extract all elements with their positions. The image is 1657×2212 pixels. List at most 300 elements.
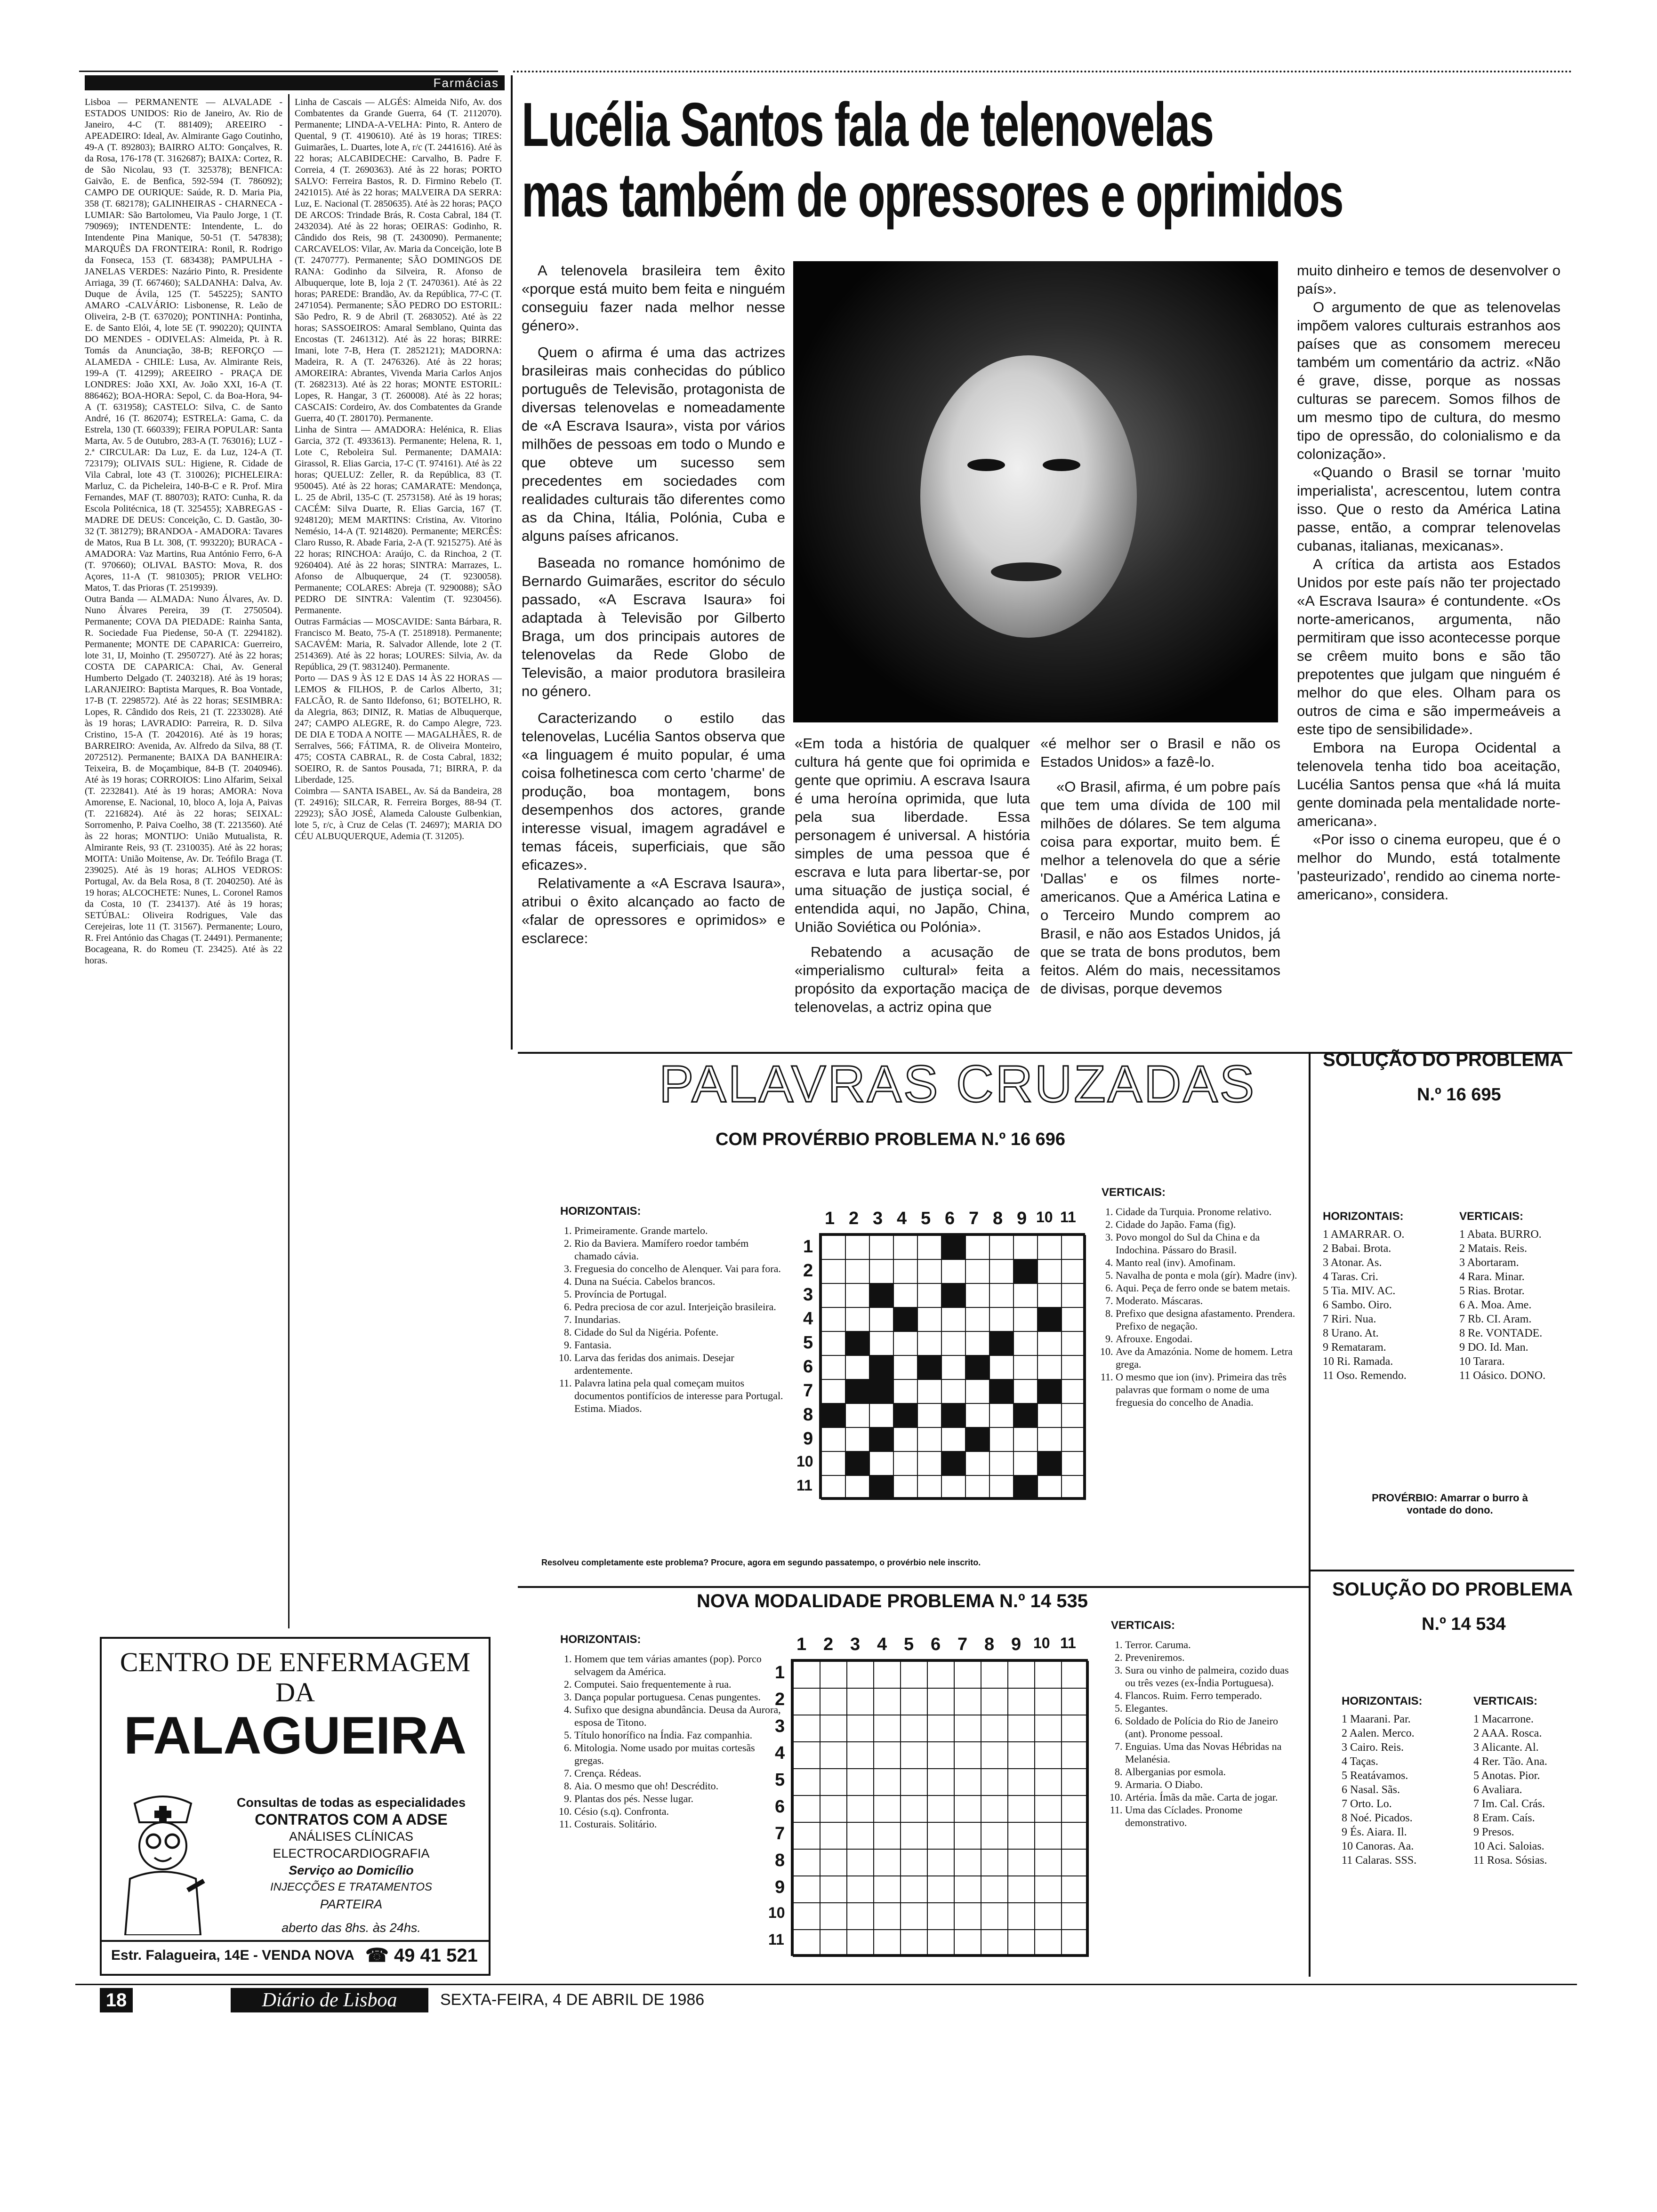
grid-cell[interactable]: [927, 1741, 955, 1769]
grid-cell[interactable]: [1061, 1259, 1086, 1284]
grid-col-number: 8: [984, 1635, 995, 1654]
clue2-h6: 6. Mitologia. Nome usado por muitas cortesãs gregas.: [574, 1741, 786, 1767]
grid-cell[interactable]: [1061, 1741, 1089, 1769]
grid-cell[interactable]: [1034, 1715, 1062, 1742]
grid-cell[interactable]: [846, 1768, 874, 1796]
crossword-grid: [791, 1659, 1088, 1956]
grid-cell[interactable]: [1007, 1661, 1035, 1689]
grid-cell[interactable]: [846, 1795, 874, 1823]
grid-cell[interactable]: [1061, 1475, 1086, 1500]
grid-cell[interactable]: [1013, 1307, 1038, 1332]
grid-cell[interactable]: [873, 1741, 901, 1769]
grid-col-number: 9: [1011, 1635, 1022, 1654]
grid-cell[interactable]: [821, 1427, 846, 1452]
article-col1-p1: Quem o afirma é uma das actrizes brasileiras mais conhecidas do público português de Televisão, protagonista de diversas telenovelas e nomeadamente de «A Escrava Isaura», vista por vários milhões de pessoas em todo o Mundo e que obteve um sucesso sem precedentes em sociedades com realidades culturais tão diferentes como as da China, Itália, Polónia, Cuba e alguns países africanos.: [522, 344, 785, 544]
grid-cell[interactable]: [845, 1235, 870, 1260]
grid-cell[interactable]: [845, 1307, 870, 1332]
grid-cell[interactable]: [1013, 1283, 1038, 1308]
grid-cell[interactable]: [1037, 1403, 1062, 1428]
solution2-top-rule: [1311, 1570, 1574, 1571]
clue2-v4: 4. Flancos. Ruim. Ferro temperado.: [1125, 1689, 1299, 1702]
grid-cell[interactable]: [900, 1929, 928, 1957]
grid-cell[interactable]: [1061, 1715, 1089, 1742]
grid-cell[interactable]: [927, 1875, 955, 1903]
grid-cell[interactable]: [1007, 1688, 1035, 1715]
grid-cell[interactable]: [820, 1902, 847, 1930]
grid-cell[interactable]: [954, 1875, 981, 1903]
grid-cell[interactable]: [821, 1307, 846, 1332]
grid-cell[interactable]: [900, 1715, 928, 1742]
article-col1-p2: Baseada no romance homónimo de Bernardo Guimarães, escritor do século passado, «A Escrava Isaura» foi adaptada à Televisão por Gilberto Braga, um dos principais autores de telenovelas da Rede Globo de Televisão, a maior produtora brasileira no género.: [522, 554, 785, 699]
grid-cell[interactable]: [873, 1875, 901, 1903]
grid-cell[interactable]: [846, 1875, 874, 1903]
grid-cell[interactable]: [1007, 1849, 1035, 1876]
grid-cell[interactable]: [869, 1451, 894, 1476]
grid-cell[interactable]: [820, 1929, 847, 1957]
article-col2-p1: «Em toda a história de qualquer cultura há gente que foi oprimida e gente que oprimiu. A escrava Isaura é uma heroína oprimida, que luta pela sua liberdade. Essa personagem é universal. A história simples de uma pessoa que é escrava e luta para libertar-se, por uma situação de justiça social, é entendida aqui, no Japão, China, União Soviética ou Polónia».: [795, 735, 1030, 935]
solution2-title: SOLUÇÃO DO PROBLEMA: [1332, 1579, 1573, 1600]
grid-cell[interactable]: [917, 1403, 942, 1428]
grid-cell[interactable]: [793, 1715, 820, 1742]
grid-black-cell: [1037, 1451, 1062, 1476]
grid-cell[interactable]: [1061, 1849, 1089, 1876]
clue2-v11: 11. Uma das Cíclades. Pronome demonstrativo.: [1125, 1803, 1299, 1829]
grid-cell[interactable]: [1061, 1875, 1089, 1903]
grid-cell[interactable]: [873, 1715, 901, 1742]
solution2-number: N.º 14 534: [1422, 1614, 1506, 1634]
grid-cell[interactable]: [1013, 1427, 1038, 1452]
grid-cell[interactable]: [954, 1849, 981, 1876]
grid-cell[interactable]: [941, 1355, 966, 1380]
solution2-h11: 11 Calaras. SSS.: [1342, 1854, 1417, 1867]
grid-cell[interactable]: [927, 1849, 955, 1876]
grid-cell[interactable]: [981, 1795, 1008, 1823]
pharmacy-entry-lisboa: Lisboa — PERMANENTE — ALVALADE - ESTADOS UNIDOS: Rio de Janeiro, Av. Rio de Janeiro, 4-C (T. 881409); AREEIRO -APEADEIRO: Ideal, Av. Almirante Gago Coutinho, 49-A (T. 892803); BAIRRO ALTO: Gonçalves, R. da Rosa, 176-178 (T. 3162687); BAIXA: Cortez, R. de São Nicolau, 93 (T. 325378); BENFICA: Gaivão, E. de Benfica, 592-594 (T. 786092); CAMPO DE OURIQUE: Saúde, R. D. Maria Pia, 358 (T. 682178); GALINHEIRAS - CHARNECA -LUMIAR: São Bartolomeu, Via Paulo Jorge, 1 (T. 790969); INTENDENTE: Intendente, L. do Intendente Pina Manique, 50-51 (T. 547838); MARQUÊS DA FRONTEIRA: Ronil, R. Rodrigo da Fonseca, 153 (T. 683438); PAMPULHA - JANELAS VERDES: Nazário Pinto, R. Presidente Arriaga, 39 (T. 667460); SALDANHA: Dalva, Av. Duque de Ávila, 125 (T. 545225); SANTO AMARO -CALVÁRIO: Lisbonense, R. Leão de Oliveira, 2-B (T. 637020); PONTINHA: Pontinha, E. de Santo Elói, 4, lote 5E (T. 990220); QUINTA DO MENDES - ODIVELAS: Almeida, Pt. à R. Tomás da Anunciação, 38-B; REFORÇO — ALAMEDA - CHILE: Lusa, Av. Almirante Reis, 199-A (T. 41299); AREEIRO - PRAÇA DE LONDRES: João XXI, Av. João XXI, 16-A (T. 886462); BOA-HORA: Sepol, C. da Boa-Hora, 94-A (T. 631958); CASTELO: Silva, C. de Santo André, 16 (T. 862074); ESTRELA: Gama, C. da Estrela, 130 (T. 660339); FEIRA POPULAR: Santa Marta, Av. 5 de Outubro, 283-A (T. 763016); LUZ - 2.ª CIRCULAR: Da Luz, E. da Luz, 124-A (T. 723179); OLIVAIS SUL: Higiene, R. Cidade de Vila Cabral, lote 43 (T. 310026); PICHELEIRA: Marluz, C. da Picheleira, 140-B-C e R. Prof. Mira Fernandes, MAF (T. 880703); RATO: Cunha, R. da Escola Politécnica, 18 (T. 325455); XABREGAS - MADRE DE DEUS: Conceição, C. D. Gastão, 30-32 (T. 381279); BRANDOA - AMADORA: Tavares de Matos, Rua B Lt. 308, (T. 993220); BURACA - AMADORA: Vaz Martins, Rua António Ferro, 6-A (T. 970660); OLIVAL BASTO: Mova, R. dos Açores, 11-A (T. 9810305); PRIOR VELHO: Matos, T. das Prioras (T. 2519939).: [85, 97, 282, 593]
grid-cell[interactable]: [845, 1475, 870, 1500]
grid-cell[interactable]: [820, 1849, 847, 1876]
grid-cell[interactable]: [1007, 1715, 1035, 1742]
grid-cell[interactable]: [793, 1875, 820, 1903]
solution1-horizontals: [1323, 1210, 1445, 1383]
grid-cell[interactable]: [917, 1235, 942, 1260]
clue-h6: 6. Pedra preciosa de cor azul. Interjeição brasileira.: [574, 1300, 786, 1313]
grid-cell[interactable]: [941, 1379, 966, 1404]
portrait-face: [920, 355, 1137, 638]
crossword1-verticals: [1102, 1186, 1299, 1409]
grid-cell[interactable]: [846, 1715, 874, 1742]
grid-cell[interactable]: [954, 1688, 981, 1715]
grid-cell[interactable]: [941, 1475, 966, 1500]
grid-cell[interactable]: [821, 1235, 846, 1260]
grid-cell[interactable]: [900, 1661, 928, 1689]
grid-col-number: 1: [796, 1635, 807, 1654]
grid-cell[interactable]: [927, 1929, 955, 1957]
grid-cell[interactable]: [965, 1403, 990, 1428]
grid-cell[interactable]: [820, 1688, 847, 1715]
grid-cell[interactable]: [873, 1661, 901, 1689]
grid-cell[interactable]: [927, 1822, 955, 1850]
grid-cell[interactable]: [869, 1331, 894, 1356]
grid-col-number: 11: [1060, 1635, 1076, 1651]
solution1-horizontals-title: HORIZONTAIS:: [1323, 1210, 1404, 1223]
clue-h11: 11. Palavra latina pela qual começam muitos documentos pontifícios de interesse para Portugal. Estima. Miados.: [574, 1377, 786, 1415]
grid-cell[interactable]: [941, 1427, 966, 1452]
grid-cell[interactable]: [821, 1379, 846, 1404]
grid-cell[interactable]: [1037, 1235, 1062, 1260]
solution2-v4: 4 Rer. Tão. Ana.: [1473, 1755, 1547, 1768]
grid-cell[interactable]: [820, 1715, 847, 1742]
grid-cell[interactable]: [989, 1259, 1014, 1284]
grid-cell[interactable]: [927, 1795, 955, 1823]
clue-h2: 2. Rio da Baviera. Mamífero roedor também chamado cávia.: [574, 1237, 786, 1262]
grid-cell[interactable]: [873, 1929, 901, 1957]
grid-cell[interactable]: [917, 1331, 942, 1356]
grid-col-number: 11: [1060, 1209, 1076, 1226]
grid-cell[interactable]: [873, 1849, 901, 1876]
grid-cell[interactable]: [869, 1307, 894, 1332]
grid-cell[interactable]: [820, 1822, 847, 1850]
solution2-h7: 7 Orto. Lo.: [1342, 1798, 1392, 1810]
grid-cell[interactable]: [981, 1741, 1008, 1769]
grid-cell[interactable]: [1037, 1475, 1062, 1500]
grid-cell[interactable]: [846, 1822, 874, 1850]
grid-col-number: 1: [825, 1209, 835, 1228]
grid-cell[interactable]: [917, 1451, 942, 1476]
grid-cell[interactable]: [927, 1768, 955, 1796]
grid-cell[interactable]: [989, 1475, 1014, 1500]
grid-cell[interactable]: [1013, 1451, 1038, 1476]
grid-cell[interactable]: [821, 1283, 846, 1308]
grid-col-number: 6: [945, 1209, 955, 1228]
grid-cell[interactable]: [873, 1768, 901, 1796]
portrait-eye-right: [1043, 459, 1080, 471]
grid-cell[interactable]: [954, 1768, 981, 1796]
grid-black-cell: [869, 1283, 894, 1308]
grid-cell[interactable]: [917, 1283, 942, 1308]
grid-cell[interactable]: [846, 1741, 874, 1769]
grid-row-number: 9: [775, 1877, 785, 1897]
grid-cell[interactable]: [1034, 1768, 1062, 1796]
grid-cell[interactable]: [1007, 1768, 1035, 1796]
grid-cell[interactable]: [846, 1688, 874, 1715]
grid-cell[interactable]: [1034, 1849, 1062, 1876]
grid-cell[interactable]: [1013, 1355, 1038, 1380]
grid-cell[interactable]: [1013, 1331, 1038, 1356]
grid-cell[interactable]: [954, 1822, 981, 1850]
clue2-v1: 1. Terror. Caruma.: [1125, 1638, 1299, 1651]
grid-cell[interactable]: [927, 1661, 955, 1689]
grid-cell[interactable]: [917, 1475, 942, 1500]
grid-cell[interactable]: [989, 1307, 1014, 1332]
grid-cell[interactable]: [1007, 1795, 1035, 1823]
solution1-v10: 10 Tarara.: [1459, 1355, 1505, 1368]
grid-cell[interactable]: [793, 1929, 820, 1957]
pharmacy-entry-porto: Porto — DAS 9 ÀS 12 E DAS 14 ÀS 22 HORAS — LEMOS & FILHOS, P. de Carlos Alberto, 31; FALCÃO, R. de Santo Ildefonso, 61; BOTELHO, R. da Alegria, 863; DINIZ, R. Matias de Albuquerque, 247; CAMPO ALEGRE, R. do Campo Alegre, 723. DE DIA E TODA A NOITE — MAGALHÃES, R. de Serralves, 566; FÁTIMA, R. de Oliveira Monteiro, 475; COSTA CABRAL, R. de Costa Cabral, 1832; SOEIRO, R. de Santos Pousada, 71; BIRRA, P. da Liberdade, 125.: [295, 673, 502, 785]
grid-cell[interactable]: [1061, 1235, 1086, 1260]
grid-cell[interactable]: [1013, 1235, 1038, 1260]
clue2-h3: 3. Dança popular portuguesa. Cenas pungentes.: [574, 1691, 786, 1703]
grid-cell[interactable]: [793, 1741, 820, 1769]
grid-cell[interactable]: [893, 1259, 918, 1284]
grid-cell[interactable]: [820, 1768, 847, 1796]
grid-col-number: 7: [969, 1209, 979, 1228]
grid-cell[interactable]: [893, 1235, 918, 1260]
solution2-h2: 2 Aalen. Merco.: [1342, 1727, 1415, 1739]
grid-cell[interactable]: [954, 1741, 981, 1769]
grid-cell[interactable]: [981, 1715, 1008, 1742]
grid-cell[interactable]: [989, 1355, 1014, 1380]
grid-cell[interactable]: [941, 1307, 966, 1332]
grid-col-number: 2: [823, 1635, 834, 1654]
grid-cell[interactable]: [1061, 1902, 1089, 1930]
grid-cell[interactable]: [981, 1688, 1008, 1715]
solution2-verticals-title: VERTICAIS:: [1473, 1695, 1538, 1707]
grid-cell[interactable]: [981, 1902, 1008, 1930]
grid-cell[interactable]: [1034, 1929, 1062, 1957]
solution1-h8: 8 Urano. At.: [1323, 1327, 1379, 1339]
grid-cell[interactable]: [893, 1355, 918, 1380]
grid-cell[interactable]: [1034, 1822, 1062, 1850]
grid-cell[interactable]: [873, 1902, 901, 1930]
grid-cell[interactable]: [1007, 1741, 1035, 1769]
pharmacy-entry-sintra: Linha de Sintra — AMADORA: Helénica, R. Elias Garcia, 372 (T. 4933613). Permanente; Helena, R. 1, Lote C, Reboleira Sul. Permanente; DAMAIA: Girassol, R. Elias Garcia, 17-C (T. 974161). Até às 22 horas; QUELUZ: Zeller, R. da República, 83 (T. 950045). Até às 22 horas; CAMARATE: Mendonça, L. 25 de Abril, 135-C (T. 2573158). Até às 19 horas; CACÉM: Silva Duarte, R. Elias Garcia, 167 (T. 9248120); MEM MARTINS: Cristina, Av. Vitorino Nemésio, 14-A (T. 9214820). Permanente; MERCÊS: Claro Russo, R. Abade Faria, 2-A (T. 9215275). Até às 22 horas; RINCHOA: Araújo, C. da Rinchoa, 2 (T. 9260404). Até às 22 horas; SINTRA: Marrazes, L. Afonso de Albuquerque, 24 (T. 9230058). Permanente; COLARES: Abreja (T. 9290088); SÃO PEDRO DE SINTRA: Valentim (T. 9230456). Permanente.: [295, 425, 502, 616]
grid-cell[interactable]: [954, 1661, 981, 1689]
grid-cell[interactable]: [1037, 1331, 1062, 1356]
grid-cell[interactable]: [793, 1661, 820, 1689]
grid-cell[interactable]: [981, 1875, 1008, 1903]
crossword2-grid-area: [763, 1631, 1102, 1970]
grid-cell[interactable]: [965, 1307, 990, 1332]
grid-cell[interactable]: [821, 1259, 846, 1284]
grid-cell[interactable]: [1007, 1902, 1035, 1930]
grid-cell[interactable]: [989, 1235, 1014, 1260]
clue2-h5: 5. Título honorífico na Índia. Faz companhia.: [574, 1729, 786, 1741]
grid-cell[interactable]: [1034, 1741, 1062, 1769]
grid-cell[interactable]: [965, 1283, 990, 1308]
grid-cell[interactable]: [1013, 1379, 1038, 1404]
grid-black-cell: [965, 1427, 990, 1452]
grid-cell[interactable]: [954, 1929, 981, 1957]
clue-h1: 1. Primeiramente. Grande martelo.: [574, 1224, 786, 1237]
nursing-center-ad: [100, 1637, 491, 1976]
ad-sub8: aberto das 8hs. às 24hs.: [282, 1921, 421, 1935]
article-left-rule: [511, 75, 513, 1050]
grid-cell[interactable]: [820, 1875, 847, 1903]
ad-address: Estr. Falagueira, 14E - VENDA NOVA: [111, 1948, 354, 1963]
grid-cell[interactable]: [1034, 1795, 1062, 1823]
grid-cell[interactable]: [820, 1741, 847, 1769]
solution2-v9: 9 Presos.: [1473, 1826, 1514, 1838]
grid-black-cell: [893, 1403, 918, 1428]
grid-cell[interactable]: [900, 1795, 928, 1823]
grid-cell[interactable]: [893, 1331, 918, 1356]
grid-cell[interactable]: [1037, 1259, 1062, 1284]
grid-col-number: 4: [877, 1635, 887, 1654]
grid-cell[interactable]: [1061, 1379, 1086, 1404]
article-col4: [1297, 261, 1560, 904]
grid-cell[interactable]: [981, 1661, 1008, 1689]
grid-cell[interactable]: [793, 1849, 820, 1876]
solution1-v9: 9 DO. Id. Man.: [1459, 1341, 1528, 1354]
grid-cell[interactable]: [900, 1741, 928, 1769]
grid-cell[interactable]: [869, 1403, 894, 1428]
solution2-h5: 5 Reatávamos.: [1342, 1770, 1408, 1782]
grid-cell[interactable]: [845, 1283, 870, 1308]
grid-cell[interactable]: [989, 1451, 1014, 1476]
grid-cell[interactable]: [1061, 1661, 1089, 1689]
grid-cell[interactable]: [1061, 1929, 1089, 1957]
grid-cell[interactable]: [846, 1902, 874, 1930]
grid-cell[interactable]: [1034, 1902, 1062, 1930]
grid-cell[interactable]: [1061, 1795, 1089, 1823]
grid-cell[interactable]: [1034, 1875, 1062, 1903]
grid-cell[interactable]: [989, 1283, 1014, 1308]
grid-cell[interactable]: [1061, 1403, 1086, 1428]
grid-cell[interactable]: [845, 1259, 870, 1284]
grid-row-number: 6: [775, 1797, 785, 1817]
grid-cell[interactable]: [1061, 1427, 1086, 1452]
grid-cell[interactable]: [793, 1688, 820, 1715]
grid-cell[interactable]: [954, 1715, 981, 1742]
clue-v6: 6. Aqui. Peça de ferro onde se batem metais.: [1116, 1282, 1299, 1294]
solution2-h9: 9 És. Aiara. Il.: [1342, 1826, 1407, 1838]
grid-cell[interactable]: [793, 1822, 820, 1850]
grid-cell[interactable]: [954, 1795, 981, 1823]
grid-cell[interactable]: [846, 1849, 874, 1876]
grid-cell[interactable]: [965, 1451, 990, 1476]
article-lead: A telenovela brasileira tem êxito «porque está muito bem feita e ninguém conseguiu fazer nada melhor nesse género».: [522, 262, 785, 334]
grid-cell[interactable]: [989, 1427, 1014, 1452]
grid-cell[interactable]: [1061, 1307, 1086, 1332]
grid-cell[interactable]: [821, 1475, 846, 1500]
grid-cell[interactable]: [873, 1688, 901, 1715]
solution1-v8: 8 Re. VONTADE.: [1459, 1327, 1543, 1339]
crossword1-grid-area: [791, 1205, 1076, 1525]
grid-cell[interactable]: [1061, 1283, 1086, 1308]
grid-cell[interactable]: [845, 1427, 870, 1452]
grid-cell[interactable]: [846, 1661, 874, 1689]
grid-cell[interactable]: [873, 1822, 901, 1850]
grid-cell[interactable]: [941, 1331, 966, 1356]
grid-cell[interactable]: [1037, 1427, 1062, 1452]
grid-cell[interactable]: [965, 1235, 990, 1260]
clue-v3: 3. Povo mongol do Sul da China e da Indochina. Pássaro do Brasil.: [1116, 1231, 1299, 1256]
grid-cell[interactable]: [820, 1795, 847, 1823]
grid-row-number: 5: [803, 1333, 813, 1353]
grid-cell[interactable]: [900, 1768, 928, 1796]
grid-cell[interactable]: [941, 1259, 966, 1284]
clue2-v3: 3. Sura ou vinho de palmeira, cozido duas ou três vezes (ex-Índia Portuguesa).: [1125, 1664, 1299, 1689]
grid-cell[interactable]: [917, 1427, 942, 1452]
grid-cell[interactable]: [1061, 1768, 1089, 1796]
grid-cell[interactable]: [793, 1795, 820, 1823]
grid-cell[interactable]: [1007, 1875, 1035, 1903]
grid-cell[interactable]: [893, 1475, 918, 1500]
grid-cell[interactable]: [900, 1849, 928, 1876]
grid-cell[interactable]: [845, 1403, 870, 1428]
grid-cell[interactable]: [845, 1355, 870, 1380]
grid-cell[interactable]: [1007, 1929, 1035, 1957]
article-col3-p1: «é melhor ser o Brasil e não os Estados Unidos» a fazê-lo.: [1040, 735, 1280, 770]
solution2-v8: 8 Eram. Caís.: [1473, 1812, 1535, 1824]
grid-cell[interactable]: [917, 1379, 942, 1404]
ad-sub7: PARTEIRA: [320, 1897, 383, 1911]
solution1-h5: 5 Tia. MIV. AC.: [1323, 1285, 1396, 1297]
grid-cell[interactable]: [917, 1259, 942, 1284]
grid-cell[interactable]: [900, 1875, 928, 1903]
grid-cell[interactable]: [981, 1768, 1008, 1796]
grid-cell[interactable]: [981, 1822, 1008, 1850]
issue-date: SEXTA-FEIRA, 4 DE ABRIL DE 1986: [440, 1991, 705, 2009]
solution1-h6: 6 Sambo. Oiro.: [1323, 1299, 1392, 1311]
grid-cell[interactable]: [927, 1688, 955, 1715]
crossword2-horizontals: [560, 1633, 786, 1830]
grid-cell[interactable]: [927, 1902, 955, 1930]
grid-cell[interactable]: [893, 1451, 918, 1476]
grid-cell[interactable]: [917, 1307, 942, 1332]
grid-cell[interactable]: [989, 1403, 1014, 1428]
grid-cell[interactable]: [1061, 1688, 1089, 1715]
solution1-h2: 2 Babai. Brota.: [1323, 1242, 1392, 1255]
grid-cell[interactable]: [820, 1661, 847, 1689]
solution1-h4: 4 Taras. Cri.: [1323, 1271, 1378, 1283]
solution2-v3: 3 Alicante. Al.: [1473, 1741, 1539, 1754]
grid-cell[interactable]: [869, 1235, 894, 1260]
grid-cell[interactable]: [965, 1475, 990, 1500]
grid-cell[interactable]: [1061, 1822, 1089, 1850]
grid-cell[interactable]: [821, 1331, 846, 1356]
clue-h7: 7. Inundarias.: [574, 1313, 786, 1326]
grid-row-number: 7: [803, 1381, 813, 1401]
grid-cell[interactable]: [1061, 1451, 1086, 1476]
grid-cell[interactable]: [873, 1795, 901, 1823]
grid-cell[interactable]: [965, 1331, 990, 1356]
grid-cell[interactable]: [1034, 1688, 1062, 1715]
grid-cell[interactable]: [793, 1768, 820, 1796]
grid-row-number: 1: [803, 1237, 813, 1257]
grid-cell[interactable]: [821, 1451, 846, 1476]
grid-cell[interactable]: [900, 1902, 928, 1930]
grid-cell[interactable]: [965, 1379, 990, 1404]
grid-cell[interactable]: [1037, 1283, 1062, 1308]
solution1-v6: 6 A. Moa. Ame.: [1459, 1299, 1532, 1311]
grid-cell[interactable]: [981, 1929, 1008, 1957]
grid-cell[interactable]: [893, 1283, 918, 1308]
grid-black-cell: [1013, 1403, 1038, 1428]
grid-cell[interactable]: [1034, 1661, 1062, 1689]
grid-cell[interactable]: [965, 1259, 990, 1284]
solution2-h6: 6 Nasal. Sãs.: [1342, 1784, 1400, 1796]
grid-cell[interactable]: [1061, 1355, 1086, 1380]
grid-cell[interactable]: [1037, 1355, 1062, 1380]
grid-cell[interactable]: [1007, 1822, 1035, 1850]
portrait-mouth: [991, 562, 1062, 581]
article-top-rule: [513, 71, 1572, 74]
grid-cell[interactable]: [954, 1902, 981, 1930]
grid-cell[interactable]: [846, 1929, 874, 1957]
grid-cell[interactable]: [793, 1902, 820, 1930]
grid-cell[interactable]: [900, 1688, 928, 1715]
grid-black-cell: [821, 1403, 846, 1428]
grid-cell[interactable]: [981, 1849, 1008, 1876]
grid-cell[interactable]: [893, 1427, 918, 1452]
grid-cell[interactable]: [927, 1715, 955, 1742]
grid-cell[interactable]: [1061, 1331, 1086, 1356]
grid-cell[interactable]: [821, 1355, 846, 1380]
grid-cell[interactable]: [893, 1379, 918, 1404]
grid-cell[interactable]: [900, 1822, 928, 1850]
grid-cell[interactable]: [869, 1259, 894, 1284]
